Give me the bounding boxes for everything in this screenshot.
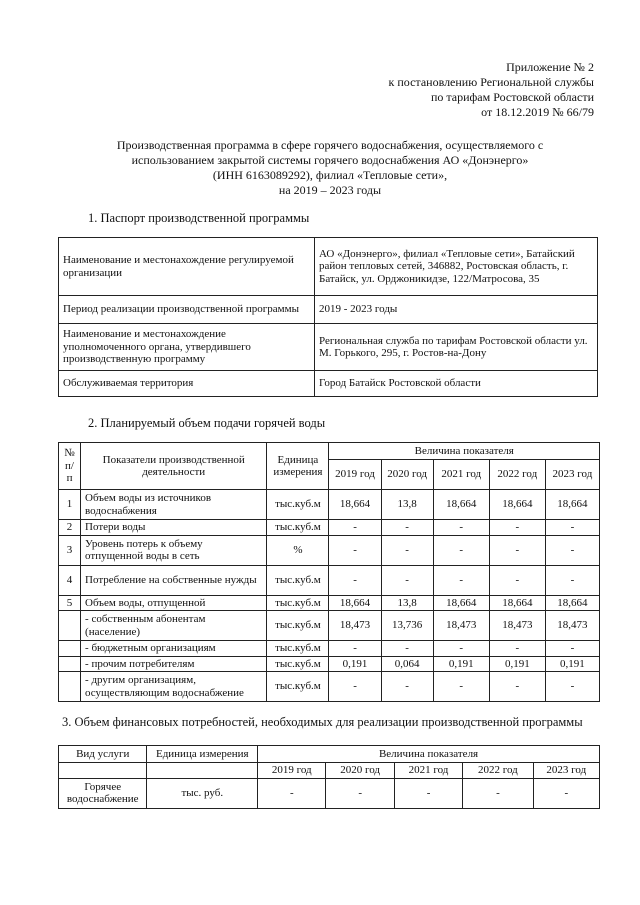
header-year: 2023 год — [545, 460, 599, 490]
row-unit: тыс.куб.м — [267, 641, 329, 657]
row-value: - — [545, 535, 599, 565]
row-unit: тыс.куб.м — [267, 656, 329, 672]
row-num: 4 — [59, 565, 81, 595]
title-line: на 2019 – 2023 годы — [278, 183, 382, 197]
header-year: 2022 год — [463, 763, 533, 779]
table-row — [59, 611, 600, 641]
row-num: 3 — [59, 535, 81, 565]
header-year: 2021 год — [394, 763, 462, 779]
row-value: - — [433, 672, 489, 702]
row-value: - — [545, 672, 599, 702]
row-service: Горячее водоснабжение — [59, 778, 147, 808]
row-value: - — [381, 535, 433, 565]
header-year: 2022 год — [489, 460, 545, 490]
row-value: 18,664 — [433, 490, 489, 520]
row-value: - — [326, 778, 394, 808]
row-value: 0,191 — [489, 656, 545, 672]
row-value: - — [489, 641, 545, 657]
row-value: 18,664 — [433, 595, 489, 611]
row-name: Объем воды из источников водоснабжения — [81, 490, 267, 520]
row-value: 0,064 — [381, 656, 433, 672]
table-row — [59, 656, 600, 672]
row-value: - — [463, 778, 533, 808]
appendix-line: по тарифам Ростовской области — [430, 90, 594, 104]
table-row — [59, 778, 600, 808]
row-value: 0,191 — [433, 656, 489, 672]
appendix-line: Приложение № 2 — [506, 60, 594, 74]
row-value: - — [489, 520, 545, 536]
title-line: Производственная программа в сфере горячего водоснабжения, осуществляемого с — [116, 138, 544, 152]
row-name: Объем воды, отпущенной — [81, 595, 267, 611]
row-num — [59, 672, 81, 702]
header-value: Величина показателя — [329, 443, 600, 460]
table-row — [59, 565, 600, 595]
water-supply-table — [58, 442, 600, 702]
row-value: 18,473 — [545, 611, 599, 641]
row-value: - — [381, 565, 433, 595]
row-value: 18,473 — [329, 611, 381, 641]
row-name: - бюджетным организациям — [81, 641, 267, 657]
row-num: 1 — [59, 490, 81, 520]
passport-value: АО «Донэнерго», филиал «Тепловые сети», Батайский район тепловых сетей, 346882, Ростовская область, г. Батайск, ул. Орджоникидзе, 122/Матросова, 35 — [315, 238, 598, 296]
header-year: 2023 год — [533, 763, 599, 779]
row-value: - — [433, 535, 489, 565]
row-value: - — [433, 641, 489, 657]
row-name: Потребление на собственные нужды — [81, 565, 267, 595]
table-header-row — [59, 443, 600, 460]
header-service: Вид услуги — [59, 746, 147, 763]
row-value: - — [329, 565, 381, 595]
header-unit: Единица измерения — [267, 443, 329, 490]
row-unit: тыс.куб.м — [267, 565, 329, 595]
passport-table — [58, 237, 598, 397]
row-value: - — [329, 641, 381, 657]
title-line: (ИНН 6163089292), филиал «Тепловые сети», — [212, 168, 448, 182]
table-row — [59, 371, 598, 397]
row-value: 18,664 — [489, 490, 545, 520]
table-row — [59, 641, 600, 657]
header-year: 2020 год — [326, 763, 394, 779]
header-year: 2021 год — [433, 460, 489, 490]
table-row — [59, 238, 598, 296]
table-row — [59, 324, 598, 371]
table-row — [59, 535, 600, 565]
row-value: 18,664 — [489, 595, 545, 611]
header-unit: Единица измерения — [147, 746, 258, 763]
table-header-row — [59, 746, 600, 763]
row-num — [59, 656, 81, 672]
row-value: - — [489, 535, 545, 565]
passport-label: Наименование и местонахождение уполномоченного органа, утвердившего производственную программу — [59, 324, 315, 371]
row-value: - — [329, 672, 381, 702]
section3-heading: 3. Объем финансовых потребностей, необходимых для реализации производственной программы — [62, 715, 583, 729]
row-unit: тыс. руб. — [147, 778, 258, 808]
row-value: - — [545, 641, 599, 657]
row-value: - — [381, 641, 433, 657]
row-value: 13,8 — [381, 595, 433, 611]
row-num: 5 — [59, 595, 81, 611]
row-value: - — [433, 520, 489, 536]
appendix-line: от 18.12.2019 № 66/79 — [481, 105, 594, 119]
header-year: 2020 год — [381, 460, 433, 490]
row-name: Уровень потерь к объему отпущенной воды в сеть — [81, 535, 267, 565]
row-value: 18,664 — [545, 595, 599, 611]
row-name: - прочим потребителям — [81, 656, 267, 672]
table-row — [59, 520, 600, 536]
title-line: использованием закрытой системы горячего водоснабжения АО «Донэнерго» — [131, 153, 529, 167]
table-row — [59, 490, 600, 520]
row-value: 18,473 — [433, 611, 489, 641]
passport-label: Период реализации производственной программы — [59, 296, 315, 324]
row-value: - — [533, 778, 599, 808]
passport-value: 2019 - 2023 годы — [315, 296, 598, 324]
row-unit: тыс.куб.м — [267, 611, 329, 641]
row-unit: тыс.куб.м — [267, 490, 329, 520]
section2-heading: 2. Планируемый объем подачи горячей воды — [88, 416, 326, 430]
row-value: 18,473 — [489, 611, 545, 641]
row-value: 0,191 — [329, 656, 381, 672]
row-value: - — [394, 778, 462, 808]
passport-value: Город Батайск Ростовской области — [315, 371, 598, 397]
row-unit: % — [267, 535, 329, 565]
row-value: - — [545, 565, 599, 595]
row-num — [59, 611, 81, 641]
row-num — [59, 641, 81, 657]
header-value: Величина показателя — [258, 746, 600, 763]
appendix-block — [389, 60, 594, 120]
document-title — [60, 138, 600, 198]
table-row — [59, 672, 600, 702]
row-value: - — [489, 672, 545, 702]
row-name: Потери воды — [81, 520, 267, 536]
row-name: - другим организациям, осуществляющим водоснабжение — [81, 672, 267, 702]
header-blank — [59, 763, 147, 779]
row-name: - собственным абонентам (население) — [81, 611, 267, 641]
passport-value: Региональная служба по тарифам Ростовской области ул. М. Горького, 295, г. Ростов-на-Дону — [315, 324, 598, 371]
row-value: - — [258, 778, 326, 808]
appendix-line: к постановлению Региональной службы — [388, 75, 594, 89]
row-value: - — [545, 520, 599, 536]
row-value: 18,664 — [329, 490, 381, 520]
finance-table — [58, 745, 600, 809]
row-value: 18,664 — [329, 595, 381, 611]
passport-label: Наименование и местонахождение регулируемой организации — [59, 238, 315, 296]
table-header-row — [59, 763, 600, 779]
header-indicator: Показатели производственной деятельности — [81, 443, 267, 490]
table-row — [59, 595, 600, 611]
row-unit: тыс.куб.м — [267, 672, 329, 702]
row-value: - — [433, 565, 489, 595]
row-num: 2 — [59, 520, 81, 536]
section1-heading: 1. Паспорт производственной программы — [88, 211, 310, 225]
row-value: - — [381, 672, 433, 702]
row-unit: тыс.куб.м — [267, 595, 329, 611]
table-row — [59, 296, 598, 324]
row-unit: тыс.куб.м — [267, 520, 329, 536]
row-value: 18,664 — [545, 490, 599, 520]
header-blank — [147, 763, 258, 779]
row-value: - — [329, 535, 381, 565]
passport-label: Обслуживаемая территория — [59, 371, 315, 397]
row-value: - — [381, 520, 433, 536]
row-value: - — [329, 520, 381, 536]
header-num: № п/п — [59, 443, 81, 490]
row-value: 13,8 — [381, 490, 433, 520]
header-year: 2019 год — [329, 460, 381, 490]
row-value: 0,191 — [545, 656, 599, 672]
row-value: 13,736 — [381, 611, 433, 641]
header-year: 2019 год — [258, 763, 326, 779]
row-value: - — [489, 565, 545, 595]
